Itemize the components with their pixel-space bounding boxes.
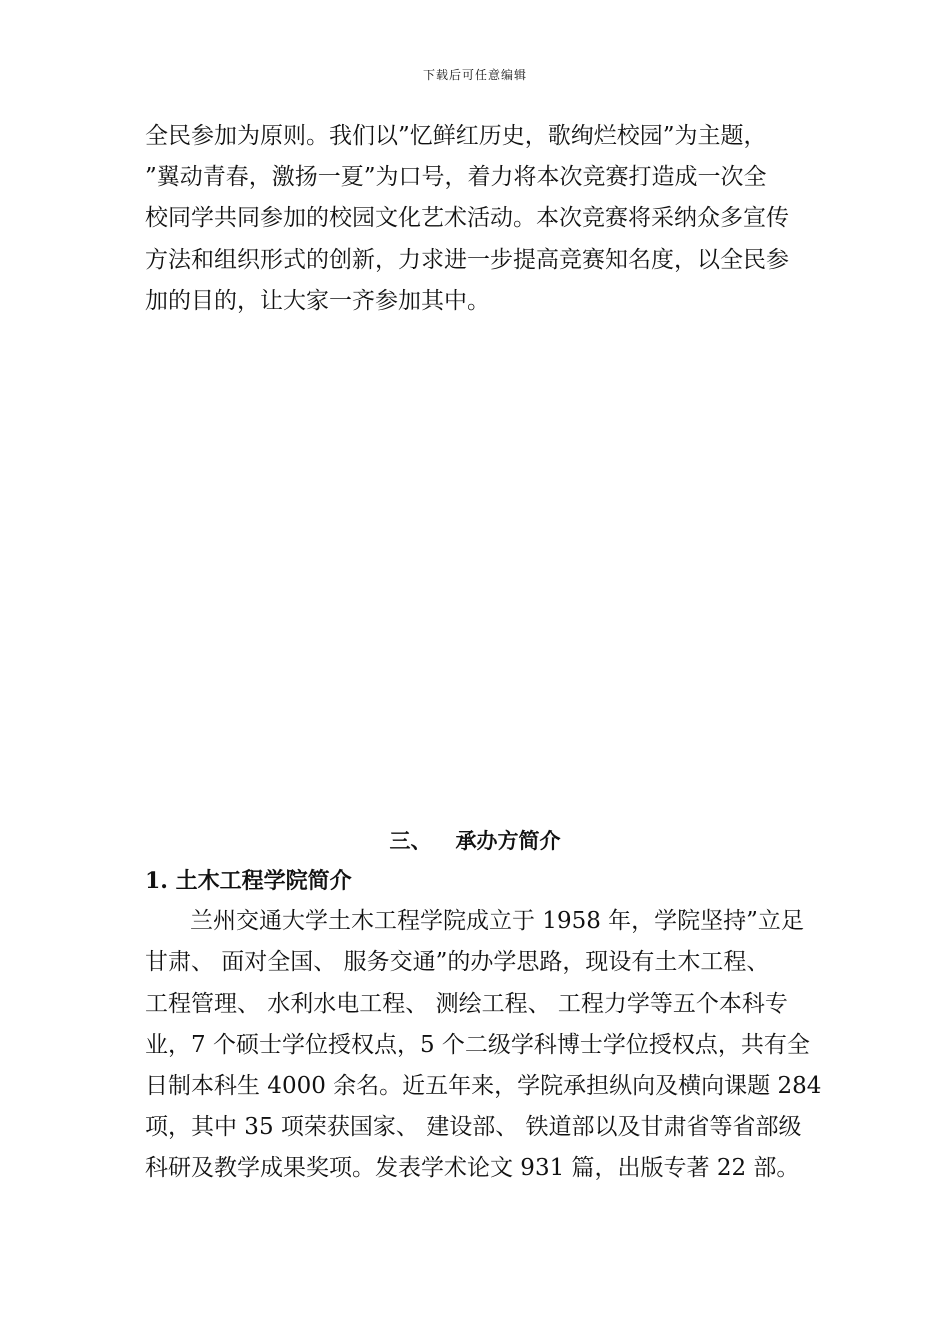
paragraph-line: 全民参加为原则。我们以”忆鲜红历史，歌绚烂校园”为主题， [145, 123, 767, 149]
paragraph-line: ”翼动青春，激扬一夏”为口号，着力将本次竞赛打造成一次全 [145, 164, 767, 190]
paragraph-line: 项，其中 35 项荣获国家、 建设部、 铁道部以及甘肃省等省部级 [145, 1114, 802, 1140]
paragraph-line: 方法和组织形式的创新，力求进一步提高竞赛知名度，以全民参 [145, 247, 789, 273]
subsection-heading: 1. 土木工程学院简介 [145, 868, 352, 894]
paragraph-line: 兰州交通大学土木工程学院成立于 1958 年，学院坚持”立足 [190, 908, 804, 934]
paragraph-line: 科研及教学成果奖项。发表学术论文 931 篇，出版专著 22 部。 [145, 1155, 800, 1181]
paragraph-line: 日制本科生 4000 余名。近五年来，学院承担纵向及横向课题 284 [145, 1073, 822, 1099]
paragraph-line: 加的目的，让大家一齐参加其中。 [145, 288, 490, 314]
paragraph-line: 工程管理、 水利水电工程、 测绘工程、 工程力学等五个本科专 [145, 991, 788, 1017]
section-title-text: 承办方简介 [455, 828, 561, 853]
section-heading [0, 826, 950, 856]
section-number: 三、 [389, 828, 432, 853]
paragraph-line: 业，7 个硕士学位授权点，5 个二级学科博士学位授权点，共有全 [145, 1032, 810, 1058]
paragraph-line: 校同学共同参加的校园文化艺术活动。本次竞赛将采纳众多宣传 [145, 205, 789, 231]
paragraph-line: 甘肃、 面对全国、 服务交通”的办学思路，现设有土木工程、 [145, 949, 770, 975]
page-header-note: 下载后可任意编辑 [422, 68, 527, 82]
